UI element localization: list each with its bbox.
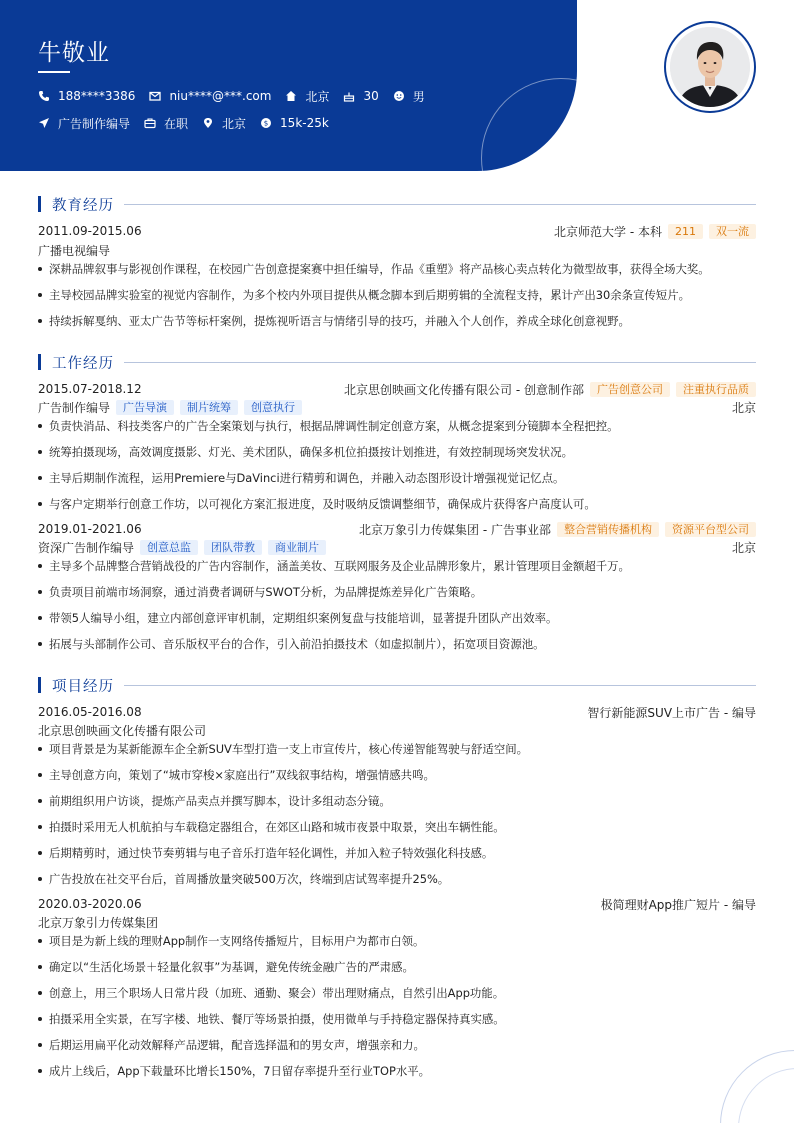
project-company: 北京思创映画文化传播有限公司 <box>38 723 207 738</box>
list-item: 负责快消品、科技类客户的广告全案策划与执行，根据品牌调性制定创意方案，从概念提案到分镜脚本全程把控。 <box>38 418 760 444</box>
company-tag: 广告创意公司 <box>590 382 670 397</box>
money-icon <box>260 117 272 129</box>
school-tag: 双一流 <box>709 224 756 239</box>
section-marker <box>38 196 41 212</box>
employment-status: 在职 <box>164 116 189 131</box>
list-item: 拍摄时采用无人机航拍与车载稳定器组合，在郊区山路和城市夜景中取景，突出车辆性能。 <box>38 819 760 845</box>
work-bullet-list <box>38 558 760 662</box>
projects-section-title <box>38 676 756 694</box>
work-location: 北京 <box>731 400 756 415</box>
expected-salary: 15k-25k <box>280 116 329 130</box>
project-bullet-list <box>38 933 760 1089</box>
gender-value: 男 <box>412 89 425 104</box>
list-item: 主导后期制作流程，运用Premiere与DaVinci进行精剪和调色，并融入动态图形设计增强视觉记忆点。 <box>38 470 760 496</box>
section-marker <box>38 354 41 370</box>
school-tag: 211 <box>668 224 703 239</box>
section-title-text: 教育经历 <box>52 197 114 214</box>
list-item: 创意上，用三个职场人日常片段（加班、通勤、聚会）带出理财痛点，自然引出App功能。 <box>38 985 760 1011</box>
age-item <box>343 89 378 103</box>
project-period: 2016.05-2016.08 <box>38 705 142 719</box>
list-item: 项目是为新上线的理财App制作一支网络传播短片，目标用户为都市白领。 <box>38 933 760 959</box>
city-item <box>285 88 329 105</box>
list-item: 项目背景是为某新能源车企全新SUV车型打造一支上市宣传片，核心传递智能驾驶与舒适空间。 <box>38 741 760 767</box>
list-item: 带领5人编导小组，建立内部创意评审机制，定期组织案例复盘与技能培训，显著提升团队产出效率。 <box>38 610 760 636</box>
cake-icon <box>343 90 355 102</box>
work-role-row <box>38 538 756 556</box>
work-section-title <box>38 353 756 371</box>
company-tag: 资源平台型公司 <box>665 522 756 537</box>
skill-tag: 创意执行 <box>244 400 302 415</box>
list-item: 拍摄采用全实景，在写字楼、地铁、餐厅等场景拍摄，使用微单与手持稳定器保持真实感。 <box>38 1011 760 1037</box>
project-name: 极简理财App推广短片 - 编导 <box>600 897 756 912</box>
name-underline <box>38 71 70 73</box>
list-item: 拓展与头部制作公司、音乐版权平台的合作，引入前沿拍摄技术（如虚拟制片），拓宽项目资源池。 <box>38 636 760 662</box>
work-entry-header <box>38 380 756 398</box>
list-item: 与客户定期举行创意工作坊，以可视化方案汇报进度，及时吸纳反馈调整细节，确保成片获得客户高度认可。 <box>38 496 760 522</box>
home-icon <box>285 90 297 102</box>
project-name: 智行新能源SUV上市广告 - 编导 <box>587 705 756 720</box>
briefcase-icon <box>144 117 156 129</box>
avatar-frame <box>664 21 756 113</box>
skill-tag: 团队带教 <box>204 540 262 555</box>
company-tag: 整合营销传播机构 <box>557 522 659 537</box>
major-name: 广播电视编导 <box>38 243 111 258</box>
job-target: 广告制作编导 <box>58 116 131 131</box>
job-title: 资深广告制作编导 <box>38 540 135 555</box>
list-item: 统筹拍摄现场，高效调度摄影、灯光、美术团队，确保多机位拍摄按计划推进，有效控制现场突发状况。 <box>38 444 760 470</box>
work-bullet-list <box>38 418 760 522</box>
skill-tag: 商业制片 <box>268 540 326 555</box>
list-item: 深耕品牌叙事与影视创作课程，在校园广告创意提案赛中担任编导，作品《重塑》将产品核心卖点转化为微型故事，获得全场大奖。 <box>38 261 760 287</box>
company-name: 北京万象引力传媒集团 - 广告事业部 <box>359 522 551 537</box>
mail-icon <box>149 90 161 102</box>
decorative-arc <box>481 78 577 171</box>
list-item: 主导多个品牌整合营销战役的广告内容制作，涵盖美妆、互联网服务及企业品牌形象片，累计管理项目金额超千万。 <box>38 558 760 584</box>
email-item <box>149 89 271 103</box>
work-period: 2019.01-2021.06 <box>38 522 142 536</box>
job-title: 广告制作编导 <box>38 400 111 415</box>
contact-info-row <box>38 88 439 104</box>
list-item: 主导校园品牌实验室的视觉内容制作，为多个校内外项目提供从概念脚本到后期剪辑的全流程支持，累计产出30余条宣传短片。 <box>38 287 760 313</box>
current-city: 北京 <box>305 89 330 104</box>
header-banner <box>0 0 577 171</box>
project-company-row <box>38 913 756 931</box>
project-header-row <box>38 895 756 913</box>
work-role-row <box>38 398 756 416</box>
status-item <box>144 115 188 132</box>
job-target-item <box>38 115 130 132</box>
project-period: 2020.03-2020.06 <box>38 897 142 911</box>
skill-tag: 制片统筹 <box>180 400 238 415</box>
company-name: 北京思创映画文化传播有限公司 - 创意制作部 <box>344 382 584 397</box>
list-item: 前期组织用户访谈，提炼产品卖点并撰写脚本，设计多组动态分镜。 <box>38 793 760 819</box>
skill-tag: 创意总监 <box>140 540 198 555</box>
target-city-item <box>202 115 246 132</box>
job-intent-row <box>38 115 343 131</box>
project-company: 北京万象引力传媒集团 <box>38 915 159 930</box>
section-divider <box>124 685 756 686</box>
section-marker <box>38 677 41 693</box>
send-icon <box>38 117 50 129</box>
candidate-name: 牛敬业 <box>38 40 110 66</box>
project-bullet-list <box>38 741 760 897</box>
list-item: 主导创意方向，策划了“城市穿梭×家庭出行”双线叙事结构，增强情感共鸣。 <box>38 767 760 793</box>
target-city: 北京 <box>222 116 247 131</box>
work-period: 2015.07-2018.12 <box>38 382 142 396</box>
phone-icon <box>38 90 50 102</box>
list-item: 后期运用扁平化动效解释产品逻辑，配音选择温和的男女声，增强亲和力。 <box>38 1037 760 1063</box>
work-entry-header <box>38 520 756 538</box>
phone-item <box>38 89 135 103</box>
phone-number: 188****3386 <box>58 89 136 103</box>
education-period: 2011.09-2015.06 <box>38 224 142 238</box>
list-item: 持续拆解戛纳、亚太广告节等标杆案例，提炼视听语言与情绪引导的技巧，并融入个人创作，养成全球化创意视野。 <box>38 313 760 339</box>
list-item: 确定以“生活化场景＋轻量化叙事”为基调，避免传统金融广告的严肃感。 <box>38 959 760 985</box>
salary-item <box>260 116 329 130</box>
section-divider <box>124 362 756 363</box>
section-title-text: 项目经历 <box>52 678 114 695</box>
section-divider <box>124 204 756 205</box>
company-tag: 注重执行品质 <box>676 382 756 397</box>
education-major-row <box>38 241 756 259</box>
education-bullet-list <box>38 261 760 339</box>
list-item: 负责项目前端市场洞察，通过消费者调研与SWOT分析，为品牌提炼差异化广告策略。 <box>38 584 760 610</box>
list-item: 广告投放在社交平台后，首周播放量突破500万次，终端到店试驾率提升25%。 <box>38 871 760 897</box>
education-section-title <box>38 195 756 213</box>
list-item: 后期精剪时，通过快节奏剪辑与电子音乐打造年轻化调性，并加入粒子特效强化科技感。 <box>38 845 760 871</box>
project-company-row <box>38 721 756 739</box>
section-title-text: 工作经历 <box>52 355 114 372</box>
avatar <box>670 27 750 107</box>
school-name: 北京师范大学 - 本科 <box>554 224 662 239</box>
project-header-row <box>38 703 756 721</box>
smile-icon <box>393 90 405 102</box>
svg-text:$: $ <box>263 119 269 128</box>
work-location: 北京 <box>731 540 756 555</box>
list-item: 成片上线后，App下载量环比增长150%，7日留存率提升至行业TOP水平。 <box>38 1063 760 1089</box>
email-address: niu****@***.com <box>169 89 272 103</box>
skill-tag: 广告导演 <box>116 400 174 415</box>
gender-item <box>393 88 425 105</box>
age-value: 30 <box>363 89 379 103</box>
education-header-row <box>38 222 756 240</box>
location-pin-icon <box>202 117 214 129</box>
